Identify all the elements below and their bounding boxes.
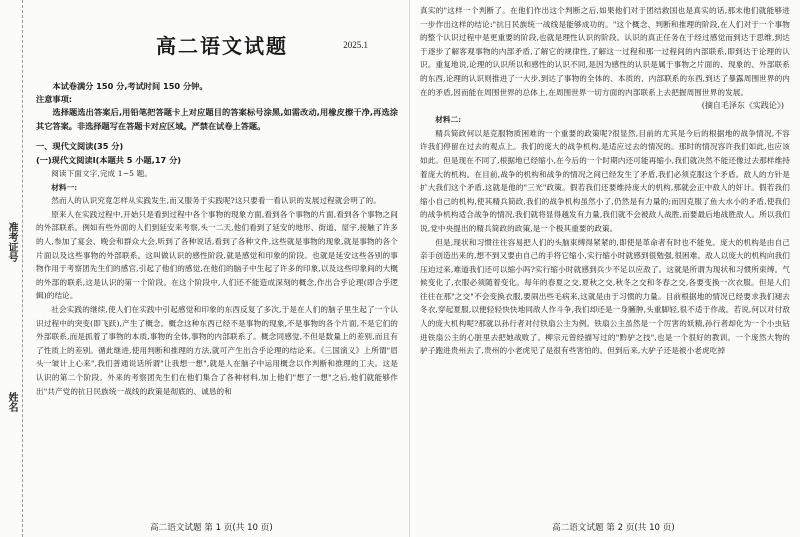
paragraph: 精兵简政何以是克服物质困难的一个重要的政策呢?很显然,目前的尤其是今后的根据地的战争情况,不容许我们停留在过去的观点上。我们的庞大的战争机构,是适应过去的情况的。那时的情况容许我们如此,也应该如此。但是现在不同了,根据地已经缩小,在今后的一个时期内还可能再缩小,我们就决然不能还像过去那样维持着庞大的机构。在目前,战争的机构和战争的情况之间已经发生了矛盾,我们必须克服这个矛盾。敌人的方针是扩大我们这个矛盾,这就是他的"三光"政策。假若我们还要维持庞大的机构,那就会正中敌人的奸计。假若我们缩小自己的机构,使其精兵简政,我们的战争机构虽然小了,仍然是有力量的;而因克服了鱼大水小的矛盾,使我们的战争机构适合战争的情况,我们就将显得越发有力量,我们就不会被敌人战胜,而要最后地战胜敌人。所以我们说,党中央提出的精兵简政的政策,是一个极其重要的政策。 — [420, 128, 790, 233]
paragraph: 真实的"这样一个判断了。在他们作出这个判断之后,如果他们对于团结救国也是真实的话,那末他们就能够进一步作出这样的结论:"抗日民族统一战线是能够成功的。"这个概念、判断和推理的阶段,在人们对于一个事物的整个认识过程中是更重要的阶段,也就是理性认识的阶段。认识的真正任务在于经过感觉而到达于思维,到达于逐步了解客观事物的内部矛盾,了解它的规律性,了解这一过程和那一过程间的内部联系,即到达于论理的认识。重复地说,论理的认识所以和感性的认识不同,是因为感性的认识是属于事物之片面的、现象的、外部联系的东西,论理的认识则推进了一大步,到达了事物的全体的、本质的、内部联系的东西,到达了暴露周围世界的内在的矛盾,因而能在周围世界的总体上,在周围世界一切方面的内部联系上去把握周围世界的发展。 — [420, 6, 790, 97]
page-divider — [409, 0, 410, 537]
name-label: 姓名 — [6, 392, 17, 412]
paragraph: 原来人在实践过程中,开始只是看到过程中各个事物的现象方面,看到各个事物的片面,看到各个事物之间的外部联系。例如有些外面的人们到延安来考察,头一二天,他们看到了延安的地形、街道、屋宇,接触了许多的人,参加了宴会、晚会和群众大会,听到了各种说话,看到了各种文件,这些就是事物的现象,就是事物的各个片面以及这些事物的外部联系。这叫做认识的感性阶段,就是感觉和印象的阶段。也就是延安这些各别的事物作用于考察团先生们的感官,引起了他们的感觉,在他们的脑子中生起了许多的印象,以及这些印象间的大概的外部的联系,这是认识的第一个阶段。在这个阶段中,人们还不能造成深刻的概念,作出合乎论理(即合乎逻辑)的结论。 — [36, 209, 398, 301]
page-1-footer: 高二语文试题 第 1 页(共 10 页) — [150, 523, 273, 533]
material-2-label: 材料二: — [435, 115, 462, 125]
exam-number-label: 准考证号 — [6, 222, 17, 262]
page-1 — [36, 0, 398, 537]
notice-text: 选择题选出答案后,用铅笔把答题卡上对应题目的答案标号涂黑,如需改动,用橡皮擦干净,再选涂其它答案。非选择题写在答题卡对应区域。严禁在试卷上答题。 — [36, 107, 398, 131]
exam-title: 高二语文试题 — [156, 34, 288, 58]
material-1-label: 材料一: — [51, 182, 78, 192]
paragraph: 然而人的认识究竟怎样从实践发生,而又服务于实践呢?这只要看一看认识的发展过程就会明了的。 — [51, 196, 382, 206]
title-row — [36, 30, 398, 58]
source-citation: (摘自毛泽东《实践论》) — [701, 101, 784, 111]
paragraph: 社会实践的继续,使人们在实践中引起感觉和印象的东西反复了多次,于是在人们的脑子里生起了一个认识过程中的突变(即飞跃),产生了概念。概念这种东西已经不是事物的现象,不是事物的各个片面,不是它们的外部联系,而是抓着了事物的本质,事物的全体,事物的内部联系了。概念同感觉,不但是数量上的差别,而且有了性质上的差别。循此继进,使用判断和推理的方法,就可产生出合乎论理的结论来。《三国演义》上所谓"眉头一皱计上心来",我们普通说话所谓"让我想一想",就是人在脑子中运用概念以作判断和推理的工夫。这是认识的第二个阶段。外来的考察团先生们在他们集合了各种材料,加上他们"想了一想"之后,他们就能够作出"共产党的抗日民族统一战线的政策是彻底的、诚恳的和 — [36, 304, 398, 396]
page-2-footer: 高二语文试题 第 2 页(共 10 页) — [552, 523, 675, 533]
section-heading: 一、现代文阅读(35 分) — [36, 141, 124, 151]
paragraph: 但是,现状和习惯往往容易把人们的头脑束缚得紧紧的,即使是革命者有时也不能免。庞大的机构是由自己亲手创造出来的,想不到又要由自己的手将它缩小,实行缩小时就感到很勉强,很困难。敌人以庞大的机构向我们压迫过来,难道我们还可以缩小吗?实行缩小时就感到兵少不足以应敌了。这就是所谓为现状和习惯所束缚。气候变化了,衣服必须随着变化。每年的春夏之交,夏秋之交,秋冬之交和冬春之交,各要变换一次衣服。但是人们往往在那"之交"不会变换衣服,要闹出些毛病来,这就是由于习惯的力量。目前根据地的情况已经要求我们褪去冬衣,穿起夏服,以便轻轻快快地同敌人作斗争,我们却还是一身臃肿,头重脚轻,很不适于作战。若说,何以对付敌人的庞大机构呢?那就以孙行者对付铁扇公主为例。铁扇公主虽然是一个厉害的妖精,孙行者却化为一个小虫钻进铁扇公主的心脏里去把她战败了。柳宗元曾经描写过的"黔驴之技",也是一个很好的教训。一个庞然大物的驴子跑进贵州去了,贵州的小老虎见了是很有些害怕的。但到后来,大驴子还是被小老虎吃掉 — [420, 237, 790, 356]
notice-title: 注意事项: — [36, 94, 73, 104]
subsection-heading: (一)现代文阅读Ⅰ(本题共 5 小题,17 分) — [36, 155, 182, 165]
reading-instruction: 阅读下面文字,完成 1~5 题。 — [51, 169, 152, 178]
binding-margin — [0, 0, 23, 537]
score-line: 本试卷满分 150 分,考试时间 150 分钟。 — [52, 81, 208, 91]
page-2 — [420, 0, 790, 537]
exam-date: 2025.1 — [343, 40, 368, 50]
